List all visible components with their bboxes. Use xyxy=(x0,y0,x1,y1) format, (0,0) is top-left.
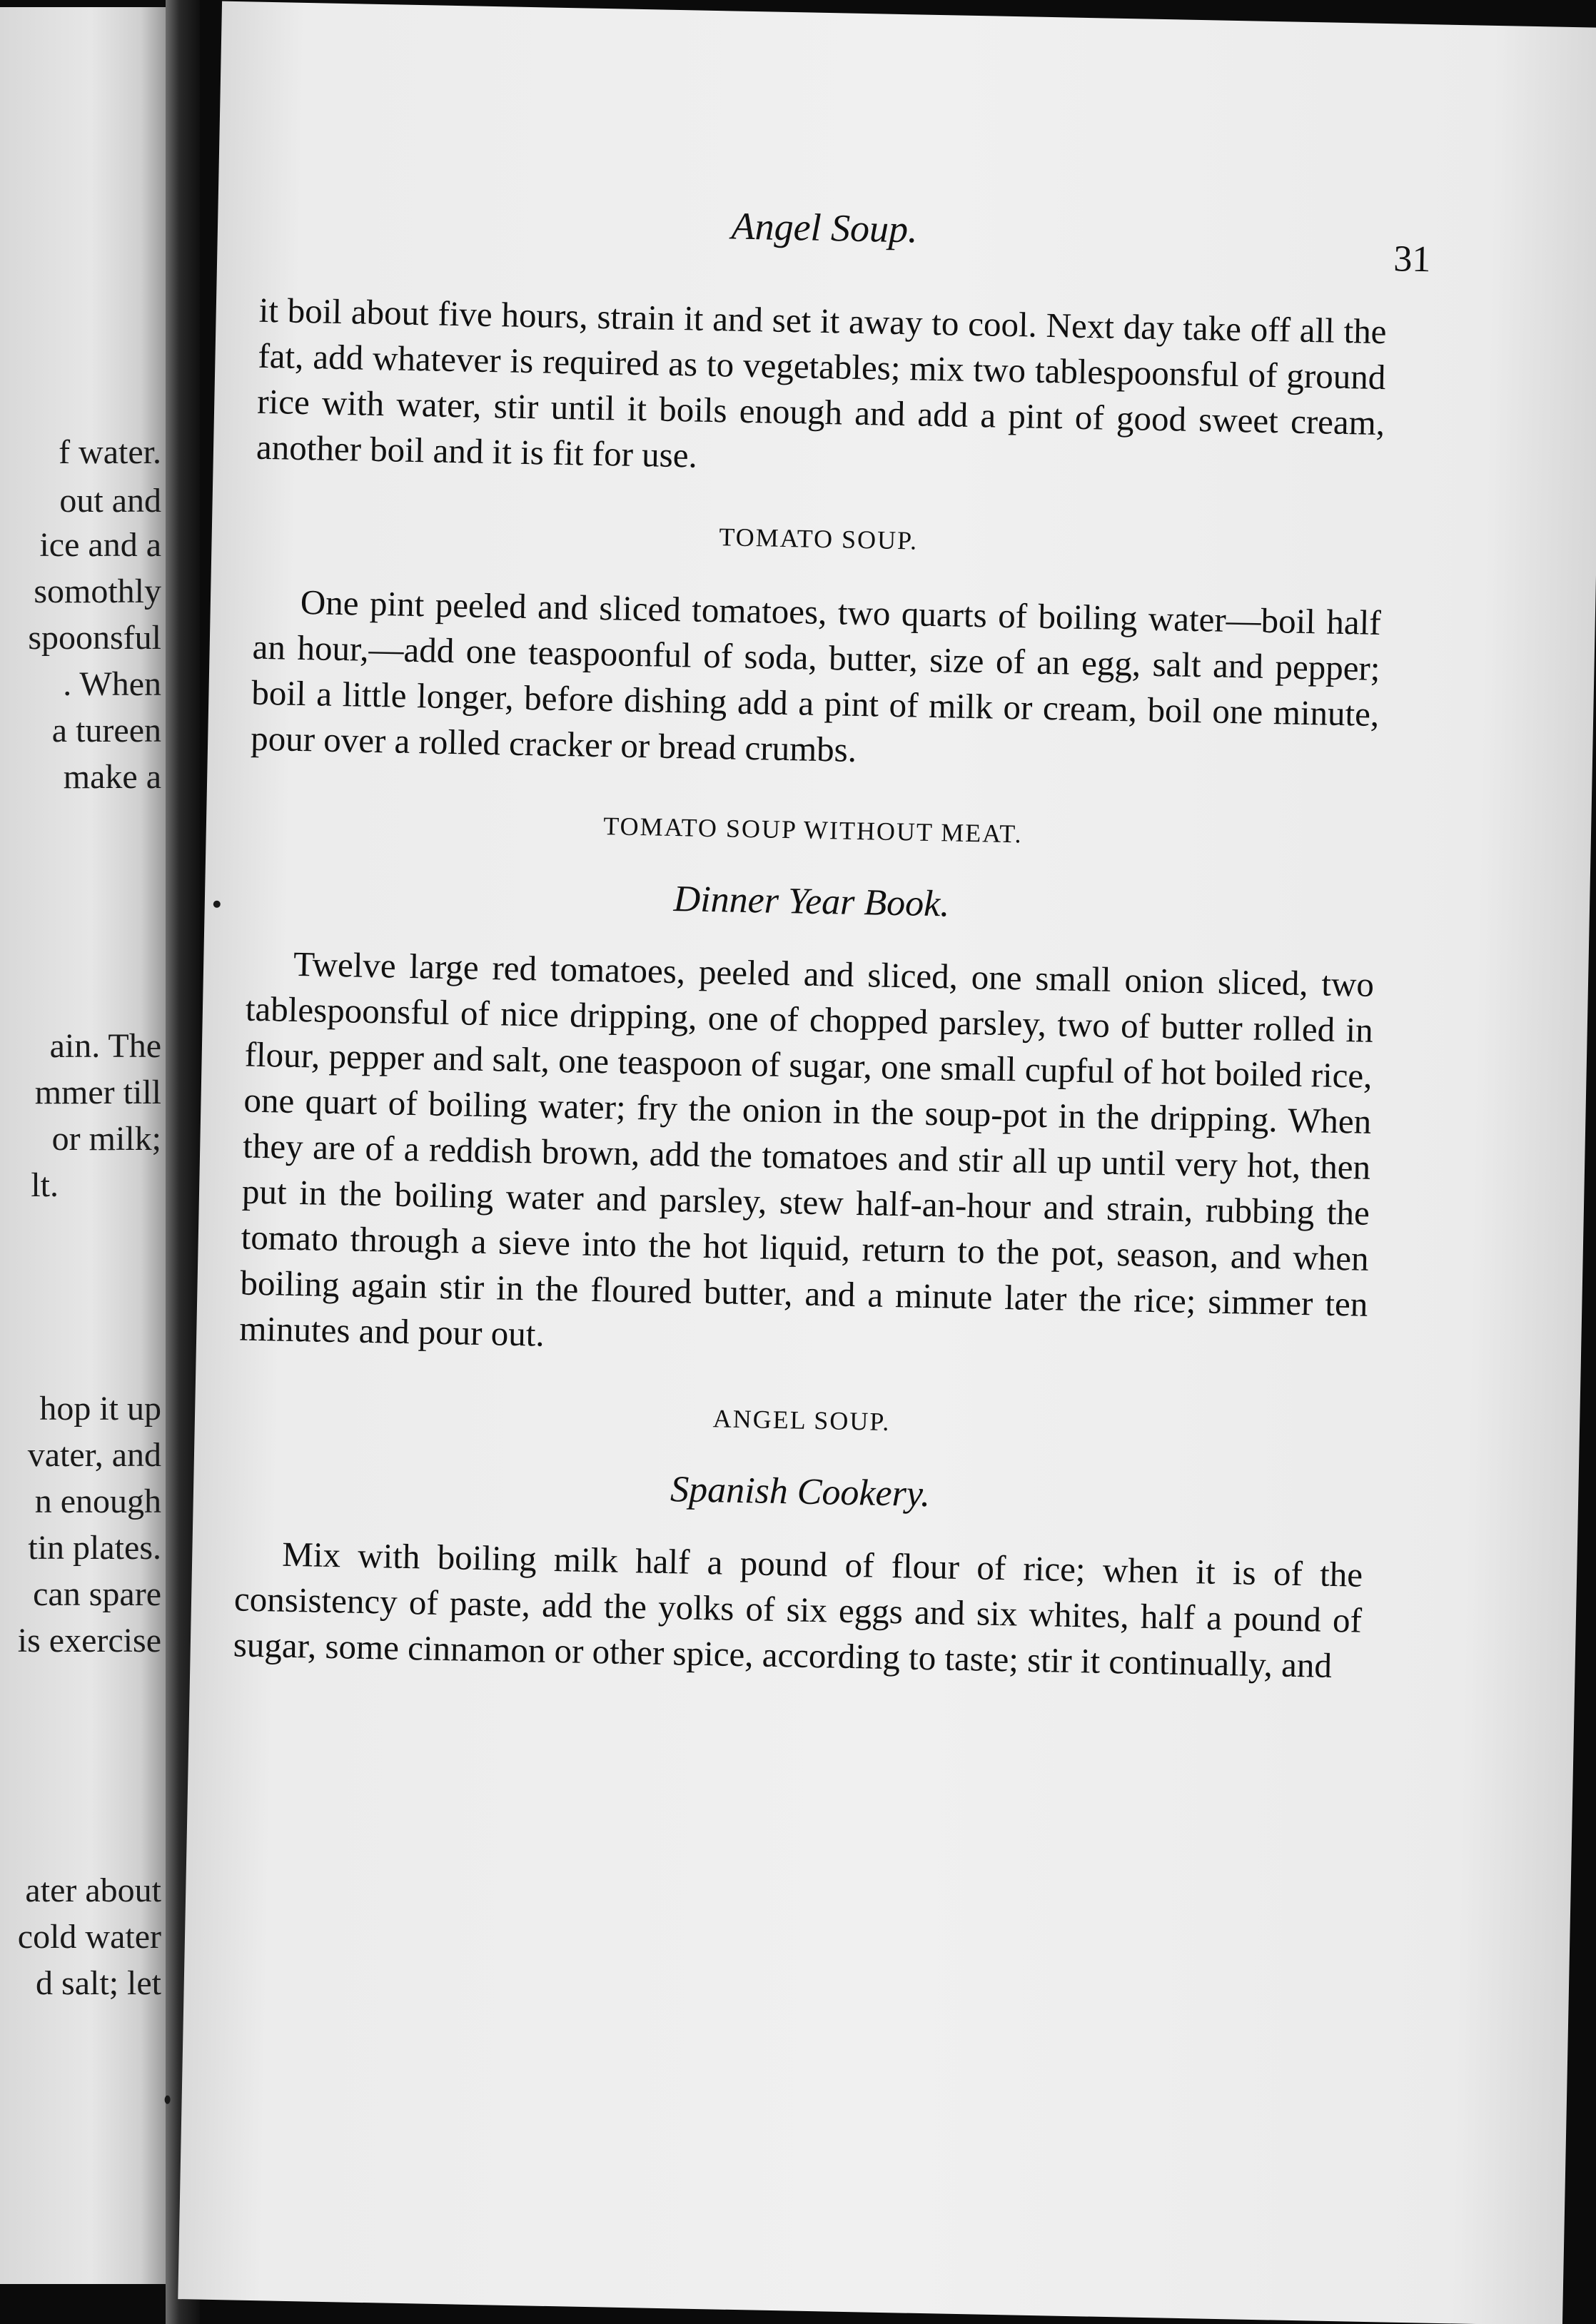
left-page-line: f water. xyxy=(59,433,161,471)
recipe-source: Dinner Year Book. xyxy=(673,879,950,925)
left-page-line: spoonsful xyxy=(28,619,161,657)
section-heading: ANGEL SOUP. xyxy=(712,1404,891,1437)
page-body xyxy=(233,288,1387,1689)
left-page-line: ice and a xyxy=(39,526,161,564)
left-page-line: a tureen xyxy=(51,712,161,749)
recipe-paragraph: Mix with boiling milk half a pound of flour of rice; when it is of the consistency of paste, add the yolks of six eggs and six whites, half a pound of sugar, some cinnamon or other spice, according to taste; stir it continually, and xyxy=(233,1534,1363,1685)
right-page xyxy=(178,1,1596,2324)
left-page-line: make a xyxy=(63,758,161,796)
recipe-paragraph: One pint peeled and sliced tomatoes, two quarts of boiling water—boil half an hour,—add one teaspoonful of soda, butter, size of an egg, salt and pepper; boil a little longer, before dishing add a pint of milk or cream, boil one minute, pour over a rolled cracker or bread crumbs. xyxy=(250,582,1382,769)
left-page-line: vater, and xyxy=(27,1436,161,1474)
left-page-line: tin plates. xyxy=(28,1529,161,1567)
scan-speck xyxy=(213,901,221,908)
running-head: Angel Soup. xyxy=(731,204,919,251)
left-page-line: n enough xyxy=(34,1482,161,1520)
recipe-paragraph: Twelve large red tomatoes, peeled and sliced, one small onion sliced, two tablespoonsful of nice dripping, one of chopped parsley, two of butter rolled in flour, pepper and salt, one teaspoon of sugar, one small cupful of hot boiled rice, one quart of boiling water; fry the onion in the soup-pot in the dripping. When they are of a reddish brown, add the tomatoes and stir all up until very hot, then put in the boiling water and parsley, stew half-an-hour and strain, rubbing the tomato through a sieve into the hot liquid, return to the pot, season, and when boiling again stir in the floured butter, and a minute later the rice; simmer ten minutes and pour out. xyxy=(238,944,1375,1354)
continuation-paragraph: it boil about five hours, strain it and set it away to cool. Next day take off all the fat, add whatever is required as to vegetables; mix two tablespoonsful of ground rice with water, stir until it boils enough and add a pint of good sweet cream, another boil and it is fit for use. xyxy=(256,290,1388,475)
left-page-line: out and xyxy=(59,482,161,520)
left-page-fragment xyxy=(0,7,166,2284)
left-page-line: . When xyxy=(63,665,161,703)
left-page-line: cold water xyxy=(17,1918,161,1956)
left-page-line: ater about xyxy=(25,1871,161,1909)
left-page-line: d salt; let xyxy=(36,1964,161,2002)
section-heading: TOMATO SOUP WITHOUT MEAT. xyxy=(602,812,1023,849)
left-page-line: somothly xyxy=(34,572,161,610)
left-page-line: hop it up xyxy=(39,1390,161,1428)
section-heading: TOMATO SOUP. xyxy=(719,522,919,555)
left-page-line: mmer till xyxy=(34,1073,161,1111)
page-content xyxy=(233,2,1431,1685)
left-page-line: is exercise xyxy=(17,1622,161,1659)
left-page-line: ain. The xyxy=(49,1027,161,1065)
left-page-line: can spare xyxy=(33,1575,161,1613)
left-page-line: lt. xyxy=(31,1166,59,1204)
left-page-line: or milk; xyxy=(51,1120,161,1158)
page-number: 31 xyxy=(1393,238,1431,281)
recipe-source: Spanish Cookery. xyxy=(670,1469,931,1515)
